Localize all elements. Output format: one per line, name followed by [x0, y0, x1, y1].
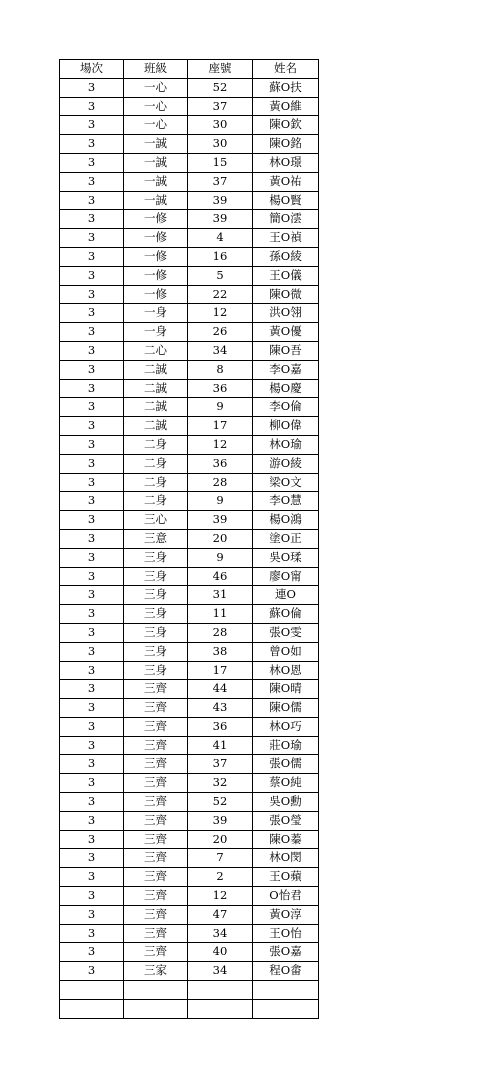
cell-seat-number: 7: [188, 849, 253, 868]
cell-class: 一修: [124, 229, 188, 248]
table-row: [60, 398, 319, 417]
cell-session: 3: [60, 717, 124, 736]
cell-class: 三身: [124, 548, 188, 567]
cell-class: 一心: [124, 116, 188, 135]
table-row: [60, 135, 319, 154]
cell-session: 3: [60, 755, 124, 774]
cell-class: 二誠: [124, 417, 188, 436]
cell-session: 3: [60, 529, 124, 548]
cell-session: 3: [60, 341, 124, 360]
table-row: [60, 605, 319, 624]
header-seat-number: 座號: [188, 60, 253, 79]
cell-session: 3: [60, 905, 124, 924]
cell-session: 3: [60, 492, 124, 511]
cell-class: 一修: [124, 210, 188, 229]
cell-name: 楊O賢: [253, 191, 319, 210]
roster-table: [59, 59, 319, 1019]
table-row: [60, 323, 319, 342]
cell-session: 3: [60, 830, 124, 849]
cell-seat-number: 9: [188, 548, 253, 567]
cell-seat-number: 34: [188, 924, 253, 943]
cell-class: 三家: [124, 962, 188, 981]
cell-class: 三齊: [124, 736, 188, 755]
cell-session: 3: [60, 943, 124, 962]
cell-session: 3: [60, 605, 124, 624]
table-row: [60, 78, 319, 97]
cell-name: 莊O瑜: [253, 736, 319, 755]
table-row: [60, 473, 319, 492]
cell-class: 二誠: [124, 379, 188, 398]
cell-session: 3: [60, 78, 124, 97]
cell-session: 3: [60, 642, 124, 661]
table-row: [60, 680, 319, 699]
cell-class: 二誠: [124, 360, 188, 379]
cell-name: 陳O蓁: [253, 830, 319, 849]
cell-class: 二身: [124, 435, 188, 454]
cell-class: 二心: [124, 341, 188, 360]
table-row: [60, 642, 319, 661]
cell-seat-number: 52: [188, 793, 253, 812]
cell-session: 3: [60, 586, 124, 605]
cell-seat-number: 34: [188, 341, 253, 360]
header-row: [60, 60, 319, 79]
cell-name: 林O閔: [253, 849, 319, 868]
cell-seat-number: 4: [188, 229, 253, 248]
cell-seat-number: 37: [188, 97, 253, 116]
cell-session: 3: [60, 793, 124, 812]
header-session: 場次: [60, 60, 124, 79]
roster-body: [60, 78, 319, 1018]
cell-seat-number: 8: [188, 360, 253, 379]
cell-seat-number: 28: [188, 623, 253, 642]
cell-name: 王O蘋: [253, 868, 319, 887]
cell-session: 3: [60, 135, 124, 154]
table-row: [60, 247, 319, 266]
cell-seat-number: 26: [188, 323, 253, 342]
cell-session: 3: [60, 360, 124, 379]
cell-session: 3: [60, 962, 124, 981]
cell-name: 洪O翎: [253, 304, 319, 323]
table-row: [60, 717, 319, 736]
cell-class: 三齊: [124, 849, 188, 868]
cell-session: 3: [60, 116, 124, 135]
cell-name: 游O綾: [253, 454, 319, 473]
cell-class: 三身: [124, 623, 188, 642]
cell-class: 三齊: [124, 887, 188, 906]
table-row: [60, 586, 319, 605]
cell-seat-number: 52: [188, 78, 253, 97]
cell-name: 陳O欽: [253, 116, 319, 135]
table-row: [60, 360, 319, 379]
cell-session: 3: [60, 210, 124, 229]
cell-session: 3: [60, 323, 124, 342]
table-row: [60, 793, 319, 812]
cell-seat-number: 30: [188, 116, 253, 135]
empty-cell: [60, 999, 124, 1018]
cell-class: 一身: [124, 323, 188, 342]
cell-class: 三身: [124, 605, 188, 624]
cell-seat-number: 11: [188, 605, 253, 624]
cell-session: 3: [60, 172, 124, 191]
table-row: [60, 97, 319, 116]
cell-seat-number: 22: [188, 285, 253, 304]
cell-session: 3: [60, 304, 124, 323]
cell-class: 三心: [124, 511, 188, 530]
empty-cell: [124, 981, 188, 1000]
cell-seat-number: 9: [188, 398, 253, 417]
cell-name: 黃O維: [253, 97, 319, 116]
table-row: [60, 266, 319, 285]
cell-name: O怡君: [253, 887, 319, 906]
cell-name: 陳O晴: [253, 680, 319, 699]
cell-session: 3: [60, 661, 124, 680]
cell-session: 3: [60, 398, 124, 417]
cell-seat-number: 39: [188, 811, 253, 830]
cell-seat-number: 2: [188, 868, 253, 887]
cell-session: 3: [60, 229, 124, 248]
cell-seat-number: 20: [188, 830, 253, 849]
cell-seat-number: 36: [188, 454, 253, 473]
cell-class: 三身: [124, 586, 188, 605]
cell-class: 一身: [124, 304, 188, 323]
header-name: 姓名: [253, 60, 319, 79]
cell-session: 3: [60, 623, 124, 642]
cell-class: 三齊: [124, 868, 188, 887]
cell-class: 三齊: [124, 755, 188, 774]
empty-row: [60, 981, 319, 1000]
cell-session: 3: [60, 887, 124, 906]
table-row: [60, 830, 319, 849]
cell-name: 林O璟: [253, 153, 319, 172]
cell-class: 三身: [124, 661, 188, 680]
cell-seat-number: 44: [188, 680, 253, 699]
cell-name: 孫O綾: [253, 247, 319, 266]
cell-seat-number: 17: [188, 417, 253, 436]
cell-class: 一誠: [124, 135, 188, 154]
table-row: [60, 548, 319, 567]
cell-name: 廖O甯: [253, 567, 319, 586]
empty-cell: [188, 981, 253, 1000]
cell-class: 二身: [124, 454, 188, 473]
cell-class: 一修: [124, 285, 188, 304]
table-row: [60, 417, 319, 436]
cell-class: 三身: [124, 567, 188, 586]
cell-name: 張O儒: [253, 755, 319, 774]
cell-session: 3: [60, 379, 124, 398]
table-row: [60, 153, 319, 172]
cell-seat-number: 39: [188, 210, 253, 229]
table-row: [60, 962, 319, 981]
cell-seat-number: 36: [188, 717, 253, 736]
empty-cell: [188, 999, 253, 1018]
cell-class: 三齊: [124, 680, 188, 699]
table-row: [60, 849, 319, 868]
cell-seat-number: 46: [188, 567, 253, 586]
cell-seat-number: 12: [188, 435, 253, 454]
cell-name: 李O嘉: [253, 360, 319, 379]
cell-class: 三齊: [124, 905, 188, 924]
table-row: [60, 699, 319, 718]
cell-session: 3: [60, 680, 124, 699]
table-row: [60, 304, 319, 323]
cell-class: 三齊: [124, 811, 188, 830]
cell-session: 3: [60, 97, 124, 116]
cell-name: 柳O偉: [253, 417, 319, 436]
cell-name: 王O禎: [253, 229, 319, 248]
header-class: 班級: [124, 60, 188, 79]
cell-seat-number: 15: [188, 153, 253, 172]
cell-seat-number: 5: [188, 266, 253, 285]
cell-class: 一誠: [124, 172, 188, 191]
cell-name: 林O恩: [253, 661, 319, 680]
table-row: [60, 191, 319, 210]
table-row: [60, 285, 319, 304]
table-row: [60, 116, 319, 135]
cell-seat-number: 34: [188, 962, 253, 981]
cell-name: 黃O祐: [253, 172, 319, 191]
cell-seat-number: 12: [188, 887, 253, 906]
cell-name: 王O怡: [253, 924, 319, 943]
cell-seat-number: 37: [188, 755, 253, 774]
table-row: [60, 623, 319, 642]
cell-seat-number: 40: [188, 943, 253, 962]
cell-class: 一修: [124, 266, 188, 285]
table-row: [60, 210, 319, 229]
cell-name: 李O倫: [253, 398, 319, 417]
table-row: [60, 492, 319, 511]
cell-session: 3: [60, 736, 124, 755]
table-row: [60, 755, 319, 774]
cell-class: 三齊: [124, 830, 188, 849]
cell-session: 3: [60, 285, 124, 304]
cell-class: 三身: [124, 642, 188, 661]
cell-name: 張O雯: [253, 623, 319, 642]
cell-name: 程O畬: [253, 962, 319, 981]
cell-session: 3: [60, 774, 124, 793]
cell-name: 張O嘉: [253, 943, 319, 962]
cell-class: 三齊: [124, 699, 188, 718]
empty-cell: [253, 981, 319, 1000]
table-row: [60, 943, 319, 962]
table-row: [60, 454, 319, 473]
cell-seat-number: 32: [188, 774, 253, 793]
cell-class: 二身: [124, 473, 188, 492]
table-row: [60, 924, 319, 943]
cell-seat-number: 39: [188, 511, 253, 530]
empty-cell: [253, 999, 319, 1018]
cell-class: 三意: [124, 529, 188, 548]
cell-seat-number: 36: [188, 379, 253, 398]
cell-seat-number: 39: [188, 191, 253, 210]
cell-session: 3: [60, 435, 124, 454]
table-row: [60, 811, 319, 830]
cell-seat-number: 41: [188, 736, 253, 755]
cell-name: 蘇O倫: [253, 605, 319, 624]
table-row: [60, 736, 319, 755]
cell-name: 李O慧: [253, 492, 319, 511]
table-row: [60, 567, 319, 586]
cell-name: 蘇O扶: [253, 78, 319, 97]
cell-class: 三齊: [124, 924, 188, 943]
empty-cell: [60, 981, 124, 1000]
cell-name: 吳O勳: [253, 793, 319, 812]
cell-session: 3: [60, 191, 124, 210]
cell-name: 梁O文: [253, 473, 319, 492]
cell-session: 3: [60, 417, 124, 436]
cell-seat-number: 37: [188, 172, 253, 191]
cell-name: 陳O微: [253, 285, 319, 304]
cell-seat-number: 38: [188, 642, 253, 661]
cell-class: 一心: [124, 97, 188, 116]
cell-class: 一修: [124, 247, 188, 266]
cell-session: 3: [60, 924, 124, 943]
cell-seat-number: 43: [188, 699, 253, 718]
cell-name: 林O巧: [253, 717, 319, 736]
cell-seat-number: 9: [188, 492, 253, 511]
cell-class: 一誠: [124, 191, 188, 210]
empty-cell: [124, 999, 188, 1018]
cell-class: 三齊: [124, 774, 188, 793]
table-row: [60, 172, 319, 191]
table-row: [60, 511, 319, 530]
cell-session: 3: [60, 811, 124, 830]
cell-class: 二誠: [124, 398, 188, 417]
cell-name: 塗O正: [253, 529, 319, 548]
cell-name: 簡O澐: [253, 210, 319, 229]
cell-class: 二身: [124, 492, 188, 511]
cell-session: 3: [60, 247, 124, 266]
cell-name: 林O瑜: [253, 435, 319, 454]
cell-class: 一誠: [124, 153, 188, 172]
cell-session: 3: [60, 454, 124, 473]
cell-seat-number: 16: [188, 247, 253, 266]
table-row: [60, 774, 319, 793]
cell-class: 一心: [124, 78, 188, 97]
cell-seat-number: 47: [188, 905, 253, 924]
table-row: [60, 887, 319, 906]
cell-session: 3: [60, 868, 124, 887]
cell-session: 3: [60, 266, 124, 285]
table-row: [60, 868, 319, 887]
cell-name: 陳O銘: [253, 135, 319, 154]
cell-name: 黃O淳: [253, 905, 319, 924]
cell-name: 張O瑩: [253, 811, 319, 830]
cell-seat-number: 20: [188, 529, 253, 548]
cell-name: 連O: [253, 586, 319, 605]
cell-name: 吳O瑈: [253, 548, 319, 567]
cell-name: 黃O優: [253, 323, 319, 342]
cell-name: 陳O儒: [253, 699, 319, 718]
cell-seat-number: 12: [188, 304, 253, 323]
cell-session: 3: [60, 153, 124, 172]
cell-seat-number: 17: [188, 661, 253, 680]
cell-session: 3: [60, 511, 124, 530]
table-row: [60, 435, 319, 454]
table-row: [60, 905, 319, 924]
cell-name: 楊O慶: [253, 379, 319, 398]
cell-session: 3: [60, 849, 124, 868]
table-row: [60, 379, 319, 398]
cell-seat-number: 28: [188, 473, 253, 492]
cell-session: 3: [60, 548, 124, 567]
cell-name: 楊O鴻: [253, 511, 319, 530]
cell-session: 3: [60, 473, 124, 492]
cell-class: 三齊: [124, 793, 188, 812]
table-row: [60, 341, 319, 360]
cell-class: 三齊: [124, 943, 188, 962]
cell-session: 3: [60, 567, 124, 586]
empty-row: [60, 999, 319, 1018]
cell-seat-number: 31: [188, 586, 253, 605]
cell-name: 蔡O純: [253, 774, 319, 793]
cell-name: 陳O吾: [253, 341, 319, 360]
table-row: [60, 229, 319, 248]
table-row: [60, 661, 319, 680]
cell-seat-number: 30: [188, 135, 253, 154]
cell-class: 三齊: [124, 717, 188, 736]
cell-name: 王O儀: [253, 266, 319, 285]
cell-session: 3: [60, 699, 124, 718]
table-row: [60, 529, 319, 548]
cell-name: 曾O如: [253, 642, 319, 661]
